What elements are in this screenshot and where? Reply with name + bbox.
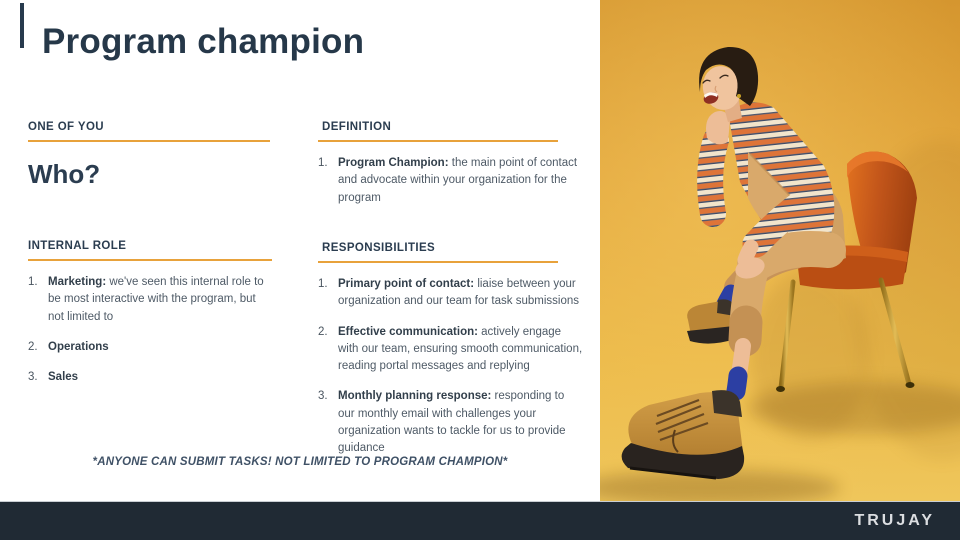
section-responsibilities: [318, 242, 584, 470]
list-item-body: [338, 155, 582, 207]
section-one-of-you: [28, 121, 270, 190]
hero-photo: [600, 0, 960, 501]
footnote: *ANYONE CAN SUBMIT TASKS! NOT LIMITED TO PROGRAM CHAMPION*: [92, 456, 508, 468]
section-label-underline: [318, 121, 558, 142]
list-number: 2.: [28, 340, 38, 353]
internal-role-list: [28, 274, 272, 386]
list-item-term: Marketing:: [48, 276, 107, 288]
section-label-underline: [28, 240, 272, 261]
list-item-text: responding to our monthly email with challenges your organization wants to tackle for us to provide guidance: [338, 390, 566, 454]
responsibilities-list: [318, 276, 584, 457]
list-item-body: [48, 274, 272, 326]
list-item-term: Program Champion:: [338, 157, 449, 169]
section-definition: [318, 121, 582, 220]
list-item-text: we've seen this internal role to be most interactive with the program, but not limited to: [48, 276, 264, 323]
list-item: [318, 388, 584, 457]
list-number: 1.: [318, 278, 328, 290]
section-label-underline: [318, 242, 558, 263]
list-item-term: Operations: [48, 340, 109, 353]
section-label-underline: [28, 121, 270, 142]
list-number: 3.: [28, 371, 38, 383]
list-item-text: the main point of contact and advocate within your organization for the program: [338, 157, 578, 204]
definition-list: [318, 155, 582, 207]
list-item-body: [48, 369, 272, 386]
section-label-internal-role: INTERNAL ROLE: [28, 240, 127, 252]
list-item-term: Monthly planning response:: [338, 390, 492, 403]
brand-logo: TRUJAY: [854, 512, 935, 529]
list-item-body: [338, 388, 584, 457]
list-item-term: Primary point of contact:: [338, 278, 475, 290]
list-item-body: [338, 276, 584, 311]
section-internal-role: [28, 240, 272, 399]
title-accent-bar: [20, 3, 24, 48]
list-item: [28, 339, 272, 356]
page-title: Program champion: [42, 22, 365, 61]
list-item-text: liaise between your organization and our team for task submissions: [338, 278, 579, 308]
section-label-definition: DEFINITION: [322, 121, 392, 133]
list-item: [318, 324, 584, 376]
list-item-text: actively engage with our team, ensuring smooth communication, reading portal messages and replying: [338, 325, 583, 372]
list-number: 3.: [318, 390, 328, 403]
list-number: 1.: [318, 157, 328, 169]
section-label-one-of-you: ONE OF YOU: [28, 121, 104, 133]
list-number: 1.: [28, 276, 38, 288]
list-item-term: Effective communication:: [338, 325, 478, 338]
list-item: [28, 274, 272, 326]
footer-bar: [0, 501, 960, 540]
list-item: [318, 276, 584, 311]
list-item-term: Sales: [48, 371, 79, 383]
who-question: Who?: [28, 159, 101, 189]
list-number: 2.: [318, 325, 328, 338]
list-item: [28, 369, 272, 386]
list-item-body: [48, 339, 272, 356]
list-item: [318, 155, 582, 207]
list-item-body: [338, 324, 584, 376]
section-label-responsibilities: RESPONSIBILITIES: [322, 242, 436, 254]
